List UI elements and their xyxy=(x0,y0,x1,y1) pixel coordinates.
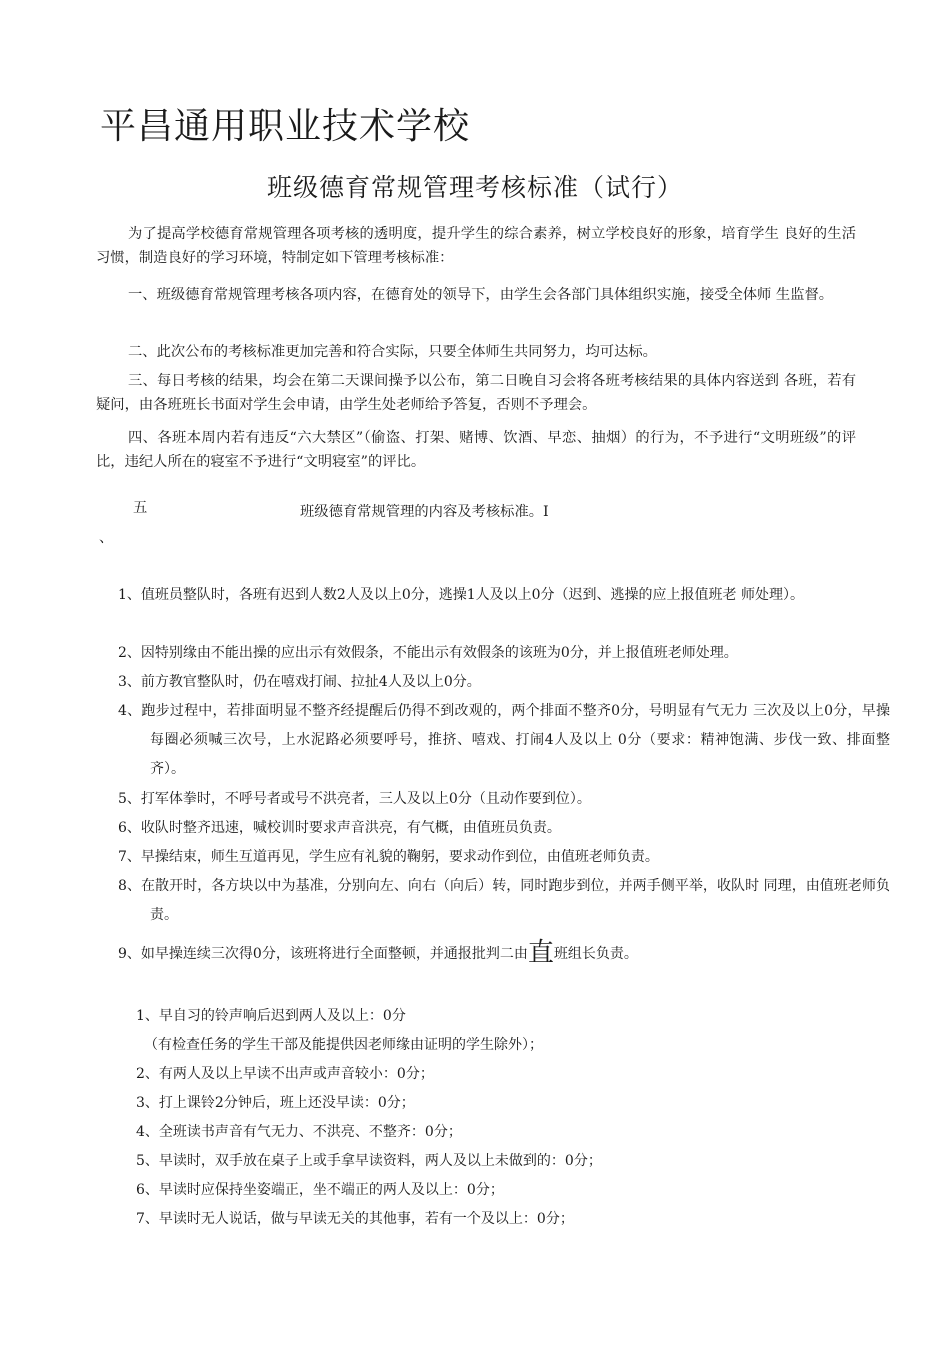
exercise-item-9-tail: 班组长负责。 xyxy=(553,946,638,962)
intro-paragraph-2: 一、班级德育常规管理考核各项内容，在德育处的领导下，由学生会各部门具体组织实施，接受全体师 生监督。 xyxy=(128,287,834,303)
intro-paragraph-1: 为了提高学校德育常规管理各项考核的透明度，提升学生的综合素养，树立学校良好的形象，培育学生 良好的生活习惯，制造良好的学习环境，特制定如下管理考核标准： xyxy=(96,226,856,266)
exercise-item-9-big-char: 直 xyxy=(527,938,554,968)
exercise-item-3: 3、前方教官整队时，仍在嘻戏打闹、拉扯4人及以上0分。 xyxy=(118,674,481,690)
exercise-item-5: 5、打军体拳时，不呼号者或号不洪亮者，三人及以上0分（且动作要到位）。 xyxy=(118,791,591,807)
reading-item-7: 7、早读时无人说话，做与早读无关的其他事，若有一个及以上：0分； xyxy=(136,1211,574,1227)
reading-item-1-note: （有检查任务的学生干部及能提供因老师缘由证明的学生除外）； xyxy=(144,1037,543,1053)
exercise-item-2: 2、因特别缘由不能出操的应出示有效假条，不能出示有效假条的该班为0分，并上报值班老师处理。 xyxy=(118,645,738,661)
exercise-item-9 xyxy=(118,938,638,969)
exercise-item-1: 1、值班员整队时，各班有迟到人数2人及以上0分，逃操1人及以上0分（迟到、逃操的应上报值班老 师处理）。 xyxy=(118,587,804,603)
exercise-item-9-text: 9、如早操连续三次得0分，该班将进行全面整顿，并通报批判二由 xyxy=(118,946,528,962)
document-title: 班级德育常规管理考核标准（试行） xyxy=(266,173,683,202)
intro-paragraph-4: 三、每日考核的结果，均会在第二天课间操予以公布，第二日晚自习会将各班考核结果的具体内容送到 各班，若有疑问，由各班班长书面对学生会申请，由学生处老师给予答复，否则不予理会。 xyxy=(96,373,856,413)
reading-item-3: 3、打上课铃2分钟后，班上还没早读：0分； xyxy=(136,1095,415,1111)
exercise-item-6: 6、收队时整齐迅速，喊校训时要求声音洪亮，有气概，由值班员负责。 xyxy=(118,820,561,836)
section-five-heading: 班级德育常规管理的内容及考核标准。I xyxy=(300,504,549,520)
intro-paragraph-5: 四、各班本周内若有违反“六大禁区”（偷盗、打架、赌博、饮酒、早恋、抽烟）的行为，不予进行“文明班级”的评比，违纪人所在的寝室不予进行“文明寝室”的评比。 xyxy=(96,430,856,470)
reading-item-5: 5、早读时，双手放在桌子上或手拿早读资料，两人及以上未做到的：0分； xyxy=(136,1153,602,1169)
intro-paragraph-3: 二、此次公布的考核标准更加完善和符合实际，只要全体师生共同努力，均可达标。 xyxy=(128,344,657,360)
section-five-mark: 、 xyxy=(99,530,114,546)
exercise-item-4: 4、跑步过程中，若排面明显不整齐经提醒后仍得不到改观的，两个排面不整齐0分，号明显有气无力 三次及以上0分，早操每圈必须喊三次号，上水泥路必须要呼号，推挤、嘻戏、打闹4人及以上 0分（要求：精神饱满、步伐一致、排面整齐）。 xyxy=(118,703,890,777)
school-name: 平昌通用职业技术学校 xyxy=(100,106,471,147)
section-five-number: 五 xyxy=(133,500,148,516)
exercise-item-7: 7、早操结束，师生互道再见，学生应有礼貌的鞠躬，要求动作到位，由值班老师负责。 xyxy=(118,849,659,865)
reading-item-1: 1、早自习的铃声响后迟到两人及以上：0分 xyxy=(136,1008,406,1024)
reading-item-4: 4、全班读书声音有气无力、不洪亮、不整齐：0分； xyxy=(136,1124,462,1140)
reading-item-2: 2、有两人及以上早读不出声或声音较小：0分； xyxy=(136,1066,434,1082)
reading-item-6: 6、早读时应保持坐姿端正，坐不端正的两人及以上：0分； xyxy=(136,1182,504,1198)
exercise-item-8: 8、在散开时，各方块以中为基准，分别向左、向右（向后）转，同时跑步到位，并两手侧平举，收队时 同理，由值班老师负责。 xyxy=(118,878,890,923)
